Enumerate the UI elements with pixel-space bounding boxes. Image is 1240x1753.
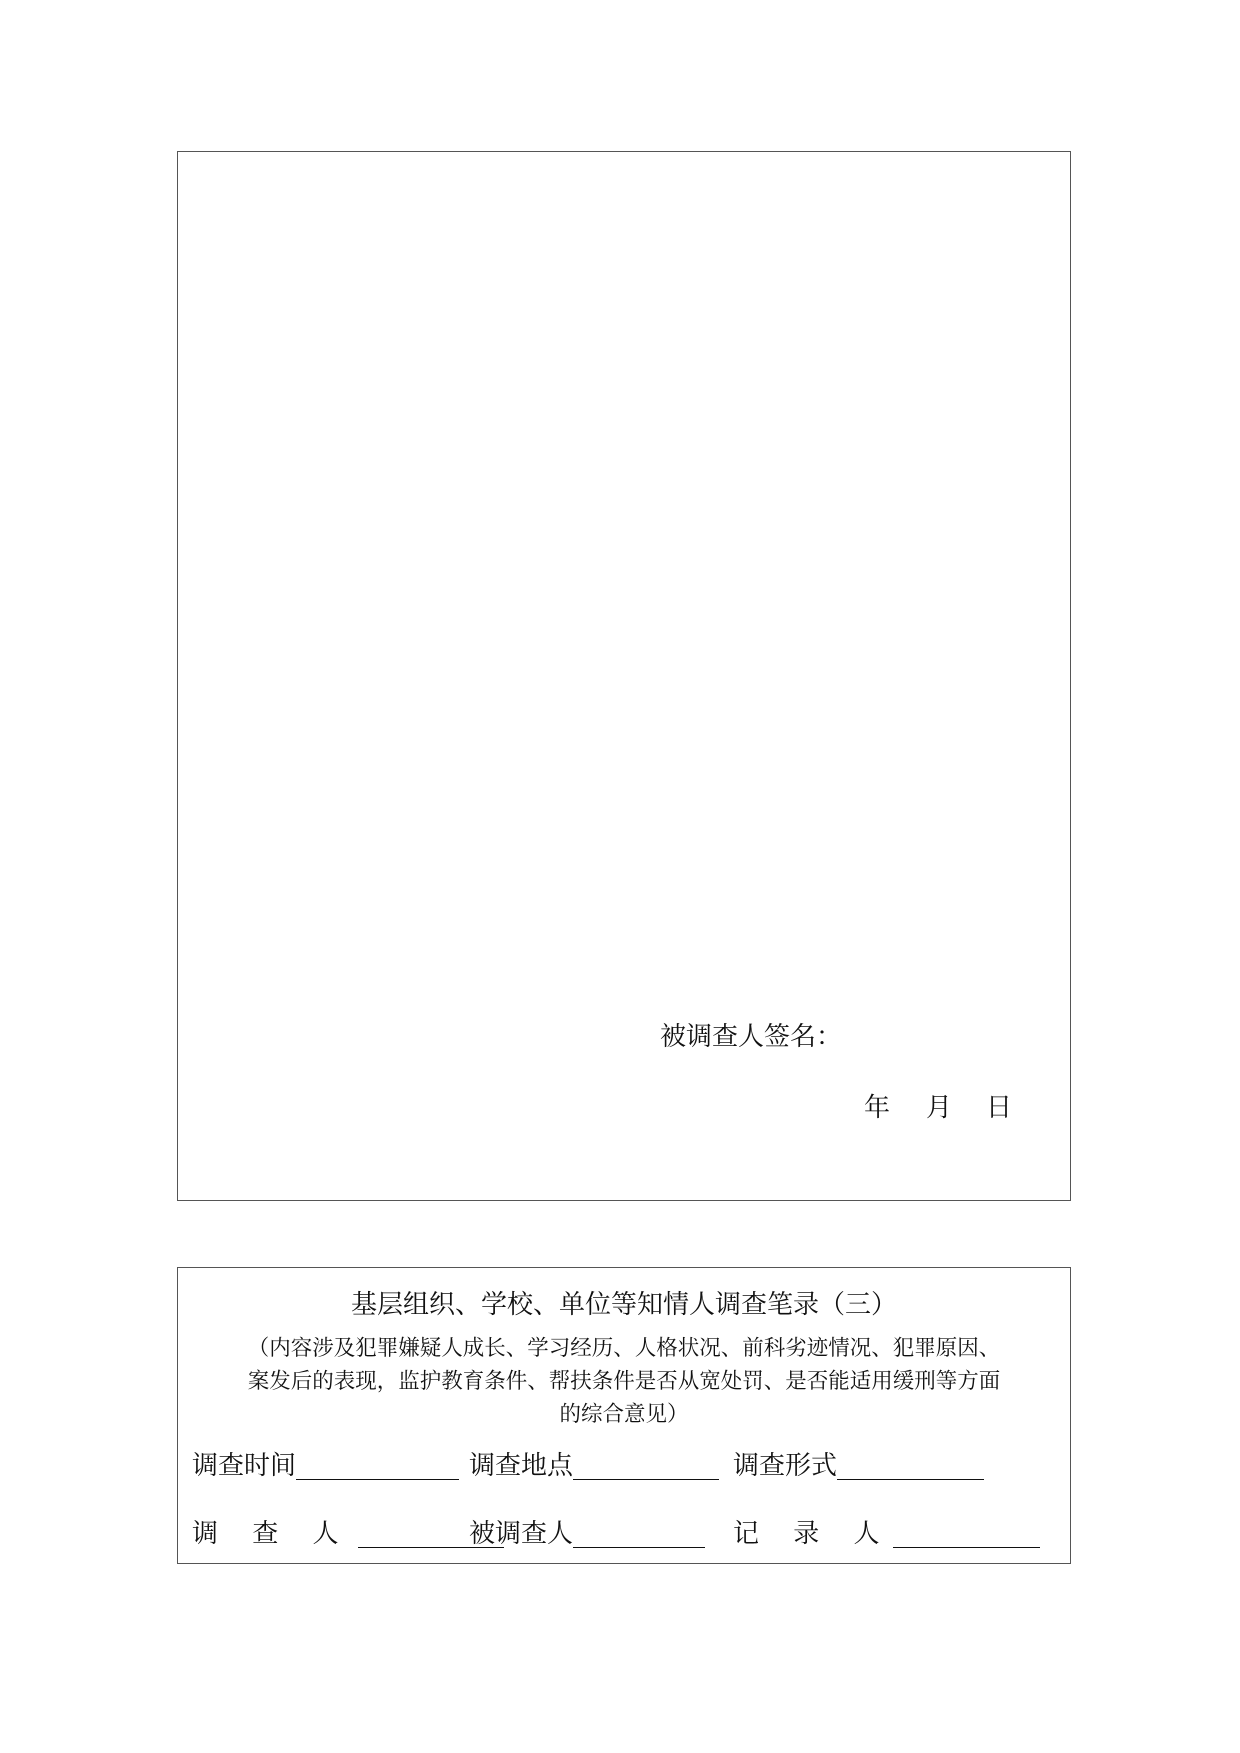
recorder-field	[733, 1512, 1040, 1552]
respondent-field	[469, 1512, 705, 1552]
record-note	[188, 1332, 1060, 1431]
respondent-label: 被调查人	[469, 1519, 574, 1549]
respondent-input[interactable]	[573, 1513, 705, 1548]
investigator-field	[192, 1512, 504, 1552]
survey-time-label: 调查时间	[192, 1451, 297, 1481]
survey-location-label: 调查地点	[469, 1451, 574, 1481]
survey-location-field	[469, 1444, 719, 1484]
date-year-label: 年	[864, 1093, 891, 1123]
record-note-line: （内容涉及犯罪嫌疑人成长、学习经历、人格状况、前科劣迹情况、犯罪原因、	[247, 1336, 1001, 1361]
survey-time-input[interactable]	[296, 1445, 459, 1480]
record-note-line: 的综合意见）	[559, 1402, 689, 1427]
interview-content-box[interactable]	[177, 151, 1071, 1201]
date-month-label: 月	[926, 1093, 953, 1123]
respondent-signature-label: 被调查人签名：	[660, 1022, 843, 1052]
date-day-label: 日	[986, 1093, 1013, 1123]
survey-form-label: 调查形式	[733, 1451, 838, 1481]
survey-location-input[interactable]	[573, 1445, 719, 1480]
survey-time-field	[192, 1444, 459, 1484]
record-title: 基层组织、学校、单位等知情人调查笔录（三）	[350, 1290, 897, 1320]
recorder-input[interactable]	[893, 1513, 1040, 1548]
survey-form-field	[733, 1444, 984, 1484]
investigator-label: 调 查 人	[192, 1519, 352, 1549]
survey-form-input[interactable]	[837, 1445, 984, 1480]
record-header-box	[177, 1267, 1071, 1564]
recorder-label: 记 录 人	[733, 1519, 893, 1549]
record-note-line: 案发后的表现，监护教育条件、帮扶条件是否从宽处罚、是否能适用缓刑等方面	[247, 1369, 1001, 1394]
